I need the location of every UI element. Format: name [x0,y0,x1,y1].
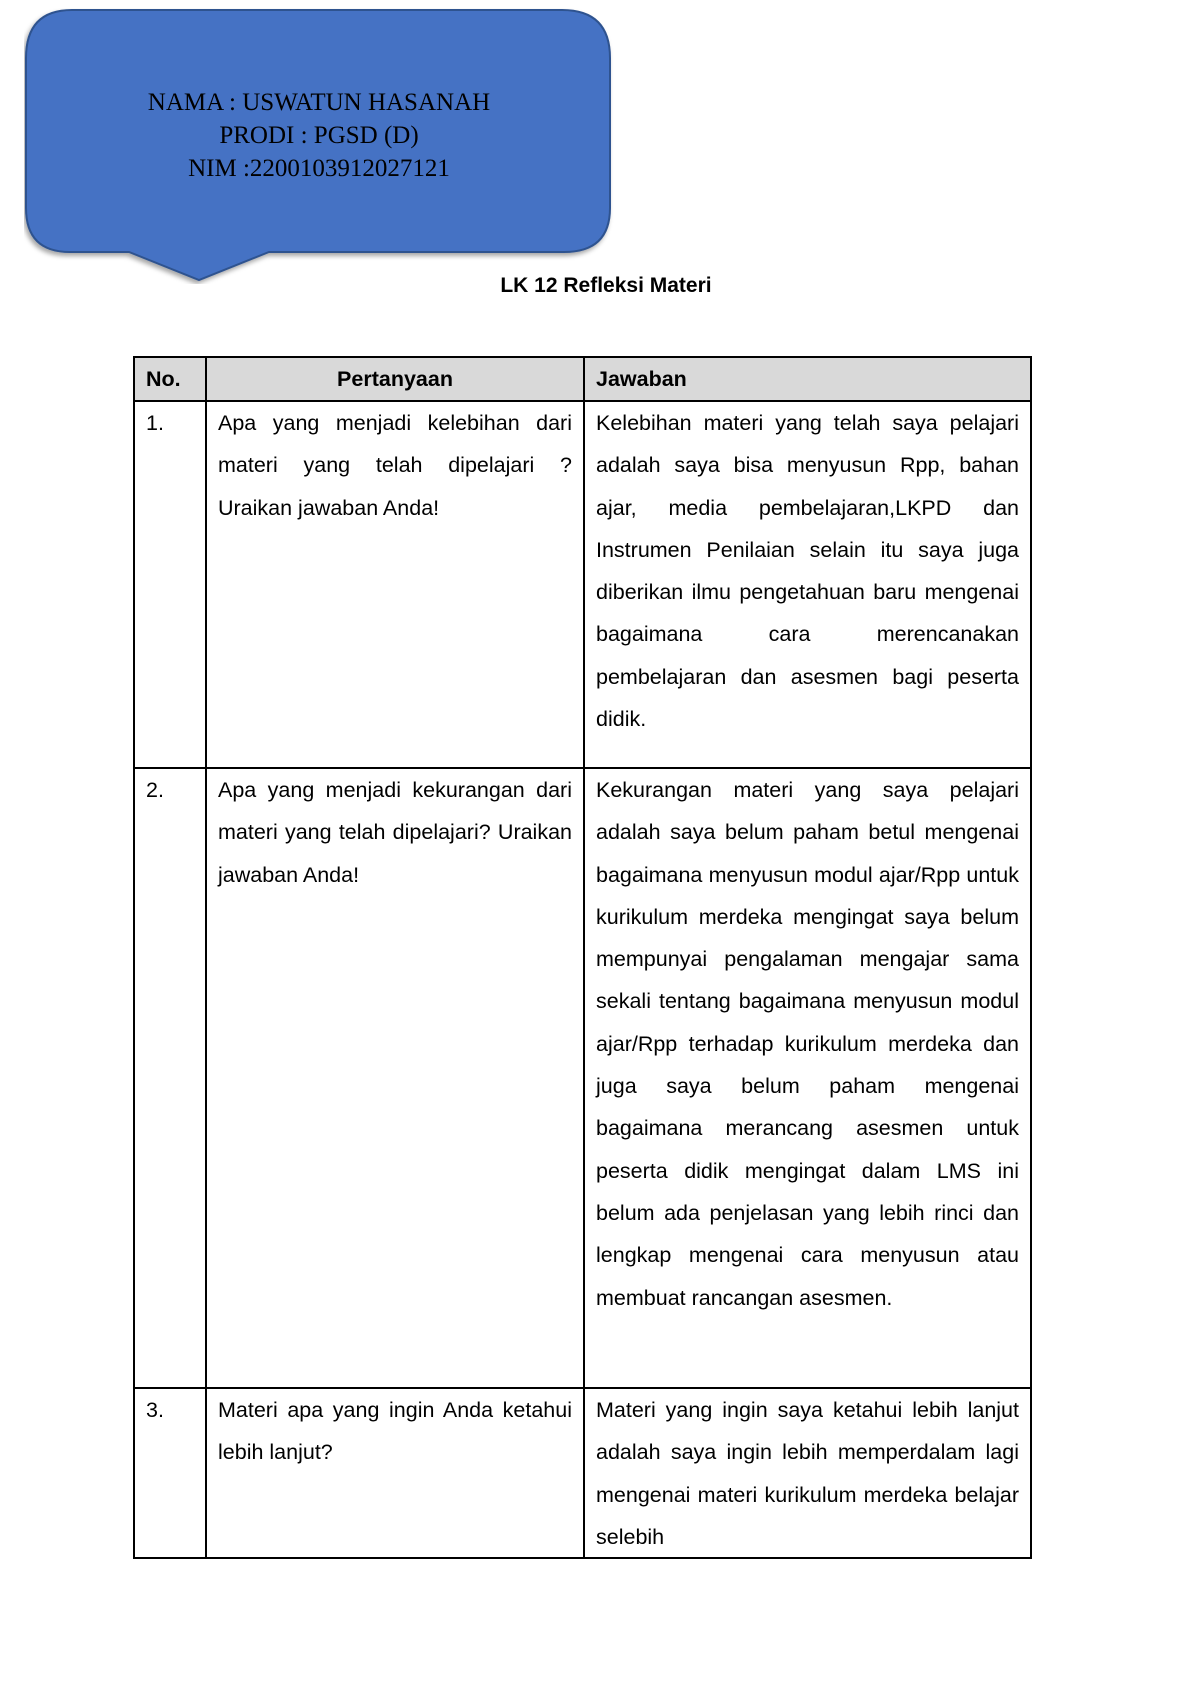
table-row [134,1388,1031,1558]
identity-text [24,86,614,185]
row-question: Apa yang menjadi kelebihan dari materi yang telah dipelajari ? Uraikan jawaban Anda! [206,401,584,768]
document-title: LK 12 Refleksi Materi [500,274,712,297]
row-answer [584,1388,1031,1558]
identity-callout-box [24,8,614,284]
study-program: PRODI : PGSD (D) [219,122,419,149]
row-question: Apa yang menjadi kekurangan dari materi yang telah dipelajari? Uraikan jawaban Anda! [206,768,584,1388]
reflection-table [133,356,1032,1559]
student-nim: NIM :2200103912027121 [188,155,450,182]
table-row [134,768,1031,1388]
row-number: 1. [134,401,206,768]
row-number: 2. [134,768,206,1388]
table-row [134,401,1031,768]
row-question: Materi apa yang ingin Anda ketahui lebih lanjut? [206,1388,584,1558]
table-header-row [134,357,1031,401]
header-answer: Jawaban [584,357,1031,401]
row-answer-text: Materi yang ingin saya ketahui lebih lanjut adalah saya ingin lebih memperdalam lagi mengenai materi kurikulum merdeka belajar selebih [596,1398,1019,1549]
header-question: Pertanyaan [206,357,584,401]
header-no: No. [134,357,206,401]
student-name: NAMA : USWATUN HASANAH [147,89,491,116]
row-number: 3. [134,1388,206,1558]
row-answer: Kelebihan materi yang telah saya pelajari adalah saya bisa menyusun Rpp, bahan ajar, media pembelajaran,LKPD dan Instrumen Penilaian selain itu saya juga diberikan ilmu pengetahuan baru mengenai bagaimana cara merencanakan pembelajaran dan asesmen bagi peserta didik. [584,401,1031,768]
row-answer: Kekurangan materi yang saya pelajari adalah saya belum paham betul mengenai bagaimana menyusun modul ajar/Rpp untuk kurikulum merdeka mengingat saya belum mempunyai pengalaman mengajar sama sekali tentang bagaimana menyusun modul ajar/Rpp terhadap kurikulum merdeka dan juga saya belum paham mengenai bagaimana merancang asesmen untuk peserta didik mengingat dalam LMS ini belum ada penjelasan yang lebih rinci dan lengkap mengenai cara menyusun atau membuat rancangan asesmen. [584,768,1031,1388]
